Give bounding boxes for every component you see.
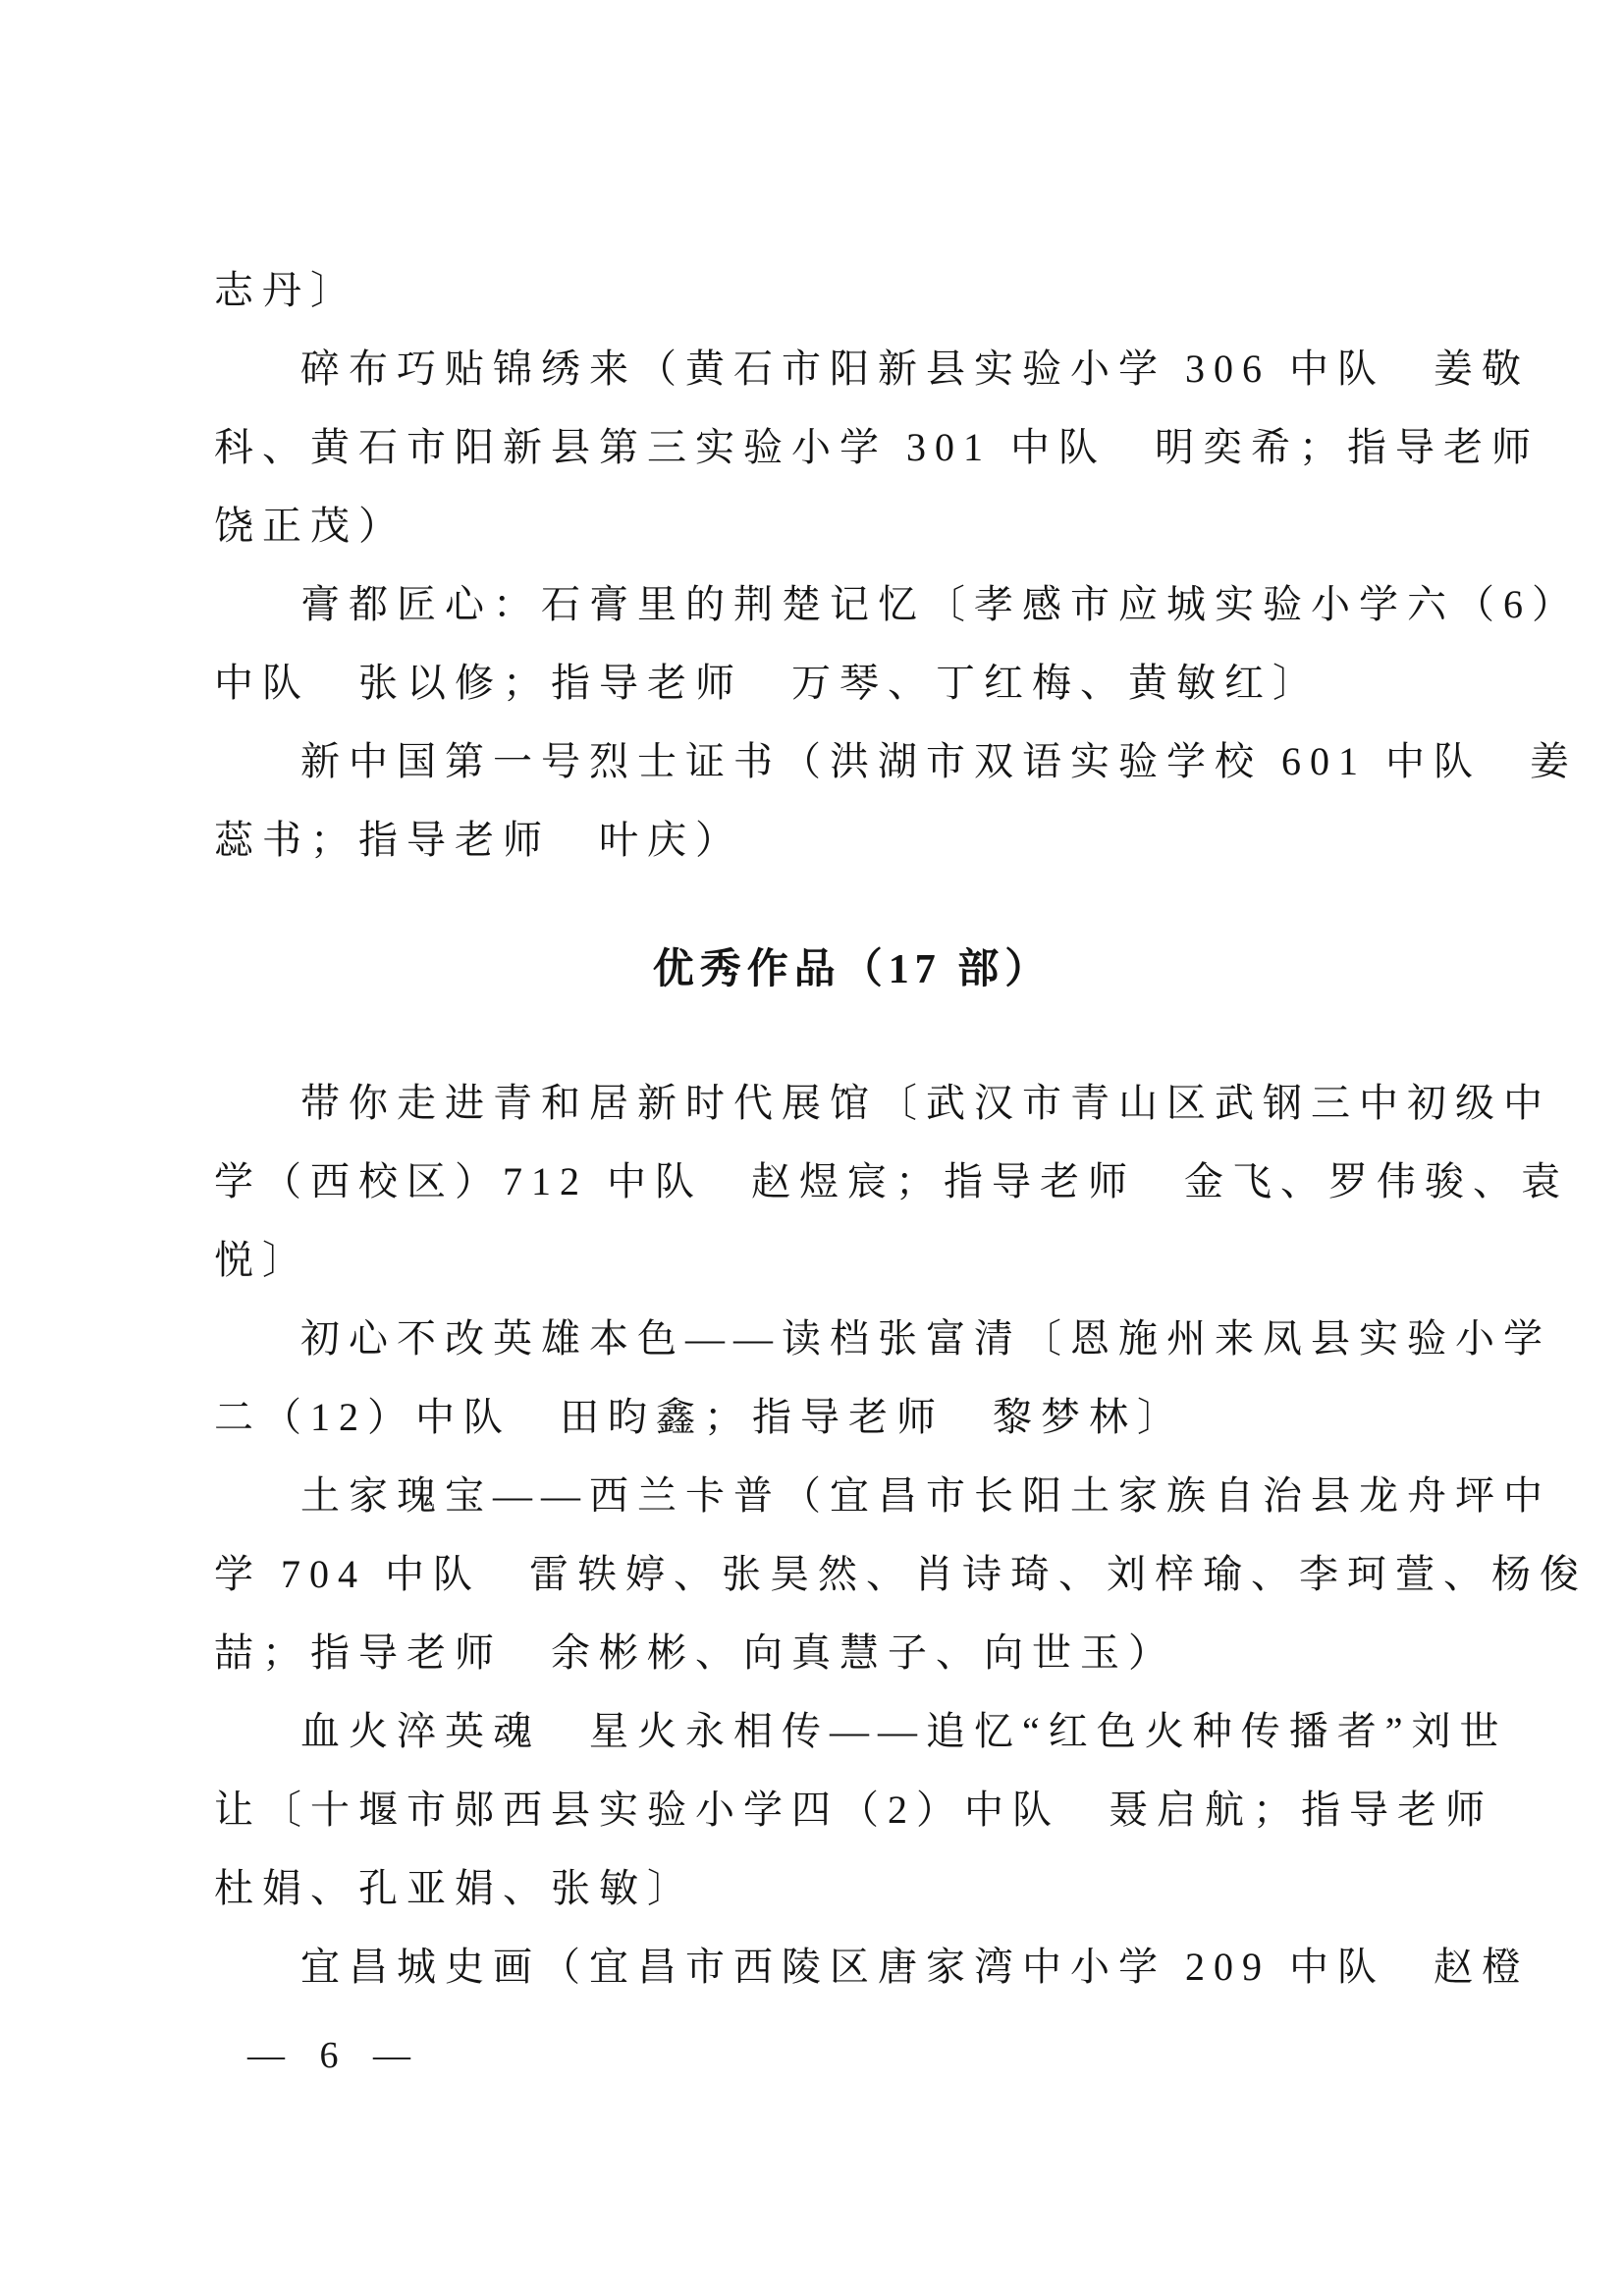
text-line: 蕊书；指导老师 叶庆） (214, 818, 743, 862)
text-line: 膏都匠心：石膏里的荆楚记忆〔孝感市应城实验小学六（6） (300, 582, 1580, 626)
text-line: 带你走进青和居新时代展馆〔武汉市青山区武钢三中初级中 (300, 1081, 1551, 1125)
page-number: — 6 — (247, 2035, 412, 2076)
text-line: 血火淬英魂 星火永相传——追忆“红色火种传播者”刘世 (300, 1709, 1508, 1753)
page-body (214, 251, 1588, 2006)
text-line: 宜昌城史画（宜昌市西陵区唐家湾中小学 209 中队 赵橙 (300, 1945, 1530, 1989)
text-line: 中队 张以修；指导老师 万琴、丁红梅、黄敏红〕 (214, 661, 1321, 705)
paragraph-block-top (214, 251, 1580, 880)
text-line: 初心不改英雄本色——读档张富清〔恩施州来凤县实验小学 (300, 1316, 1551, 1361)
text-line: 学 704 中队 雷轶婷、张昊然、肖诗琦、刘梓瑜、李珂萱、杨俊 (214, 1552, 1588, 1596)
text-line: 学（西校区）712 中队 赵煜宸；指导老师 金飞、罗伟骏、袁 (214, 1159, 1569, 1203)
text-line: 喆；指导老师 余彬彬、向真慧子、向世玉） (214, 1630, 1176, 1675)
text-line: 新中国第一号烈士证书（洪湖市双语实验学校 601 中队 姜 (300, 739, 1578, 783)
page-footer (247, 2034, 412, 2077)
text-line: 饶正茂） (214, 504, 406, 548)
section-heading: 优秀作品（17 部） (652, 947, 1053, 992)
text-line: 让〔十堰市郧西县实验小学四（2）中队 聂启航；指导老师 (214, 1788, 1493, 1832)
text-line: 科、黄石市阳新县第三实验小学 301 中队 明奕希；指导老师 (214, 425, 1540, 469)
text-line: 二（12）中队 田昀鑫；指导老师 黎梦林〕 (214, 1395, 1185, 1439)
text-line: 志丹〕 (214, 268, 358, 312)
text-line: 碎布巧贴锦绣来（黄石市阳新县实验小学 306 中队 姜敬 (300, 347, 1530, 391)
text-line: 悦〕 (214, 1238, 310, 1282)
paragraph-block-bottom (214, 1064, 1588, 2006)
text-line: 杜娟、孔亚娟、张敏〕 (214, 1866, 695, 1910)
text-line: 土家瑰宝——西兰卡普（宜昌市长阳土家族自治县龙舟坪中 (300, 1473, 1551, 1518)
